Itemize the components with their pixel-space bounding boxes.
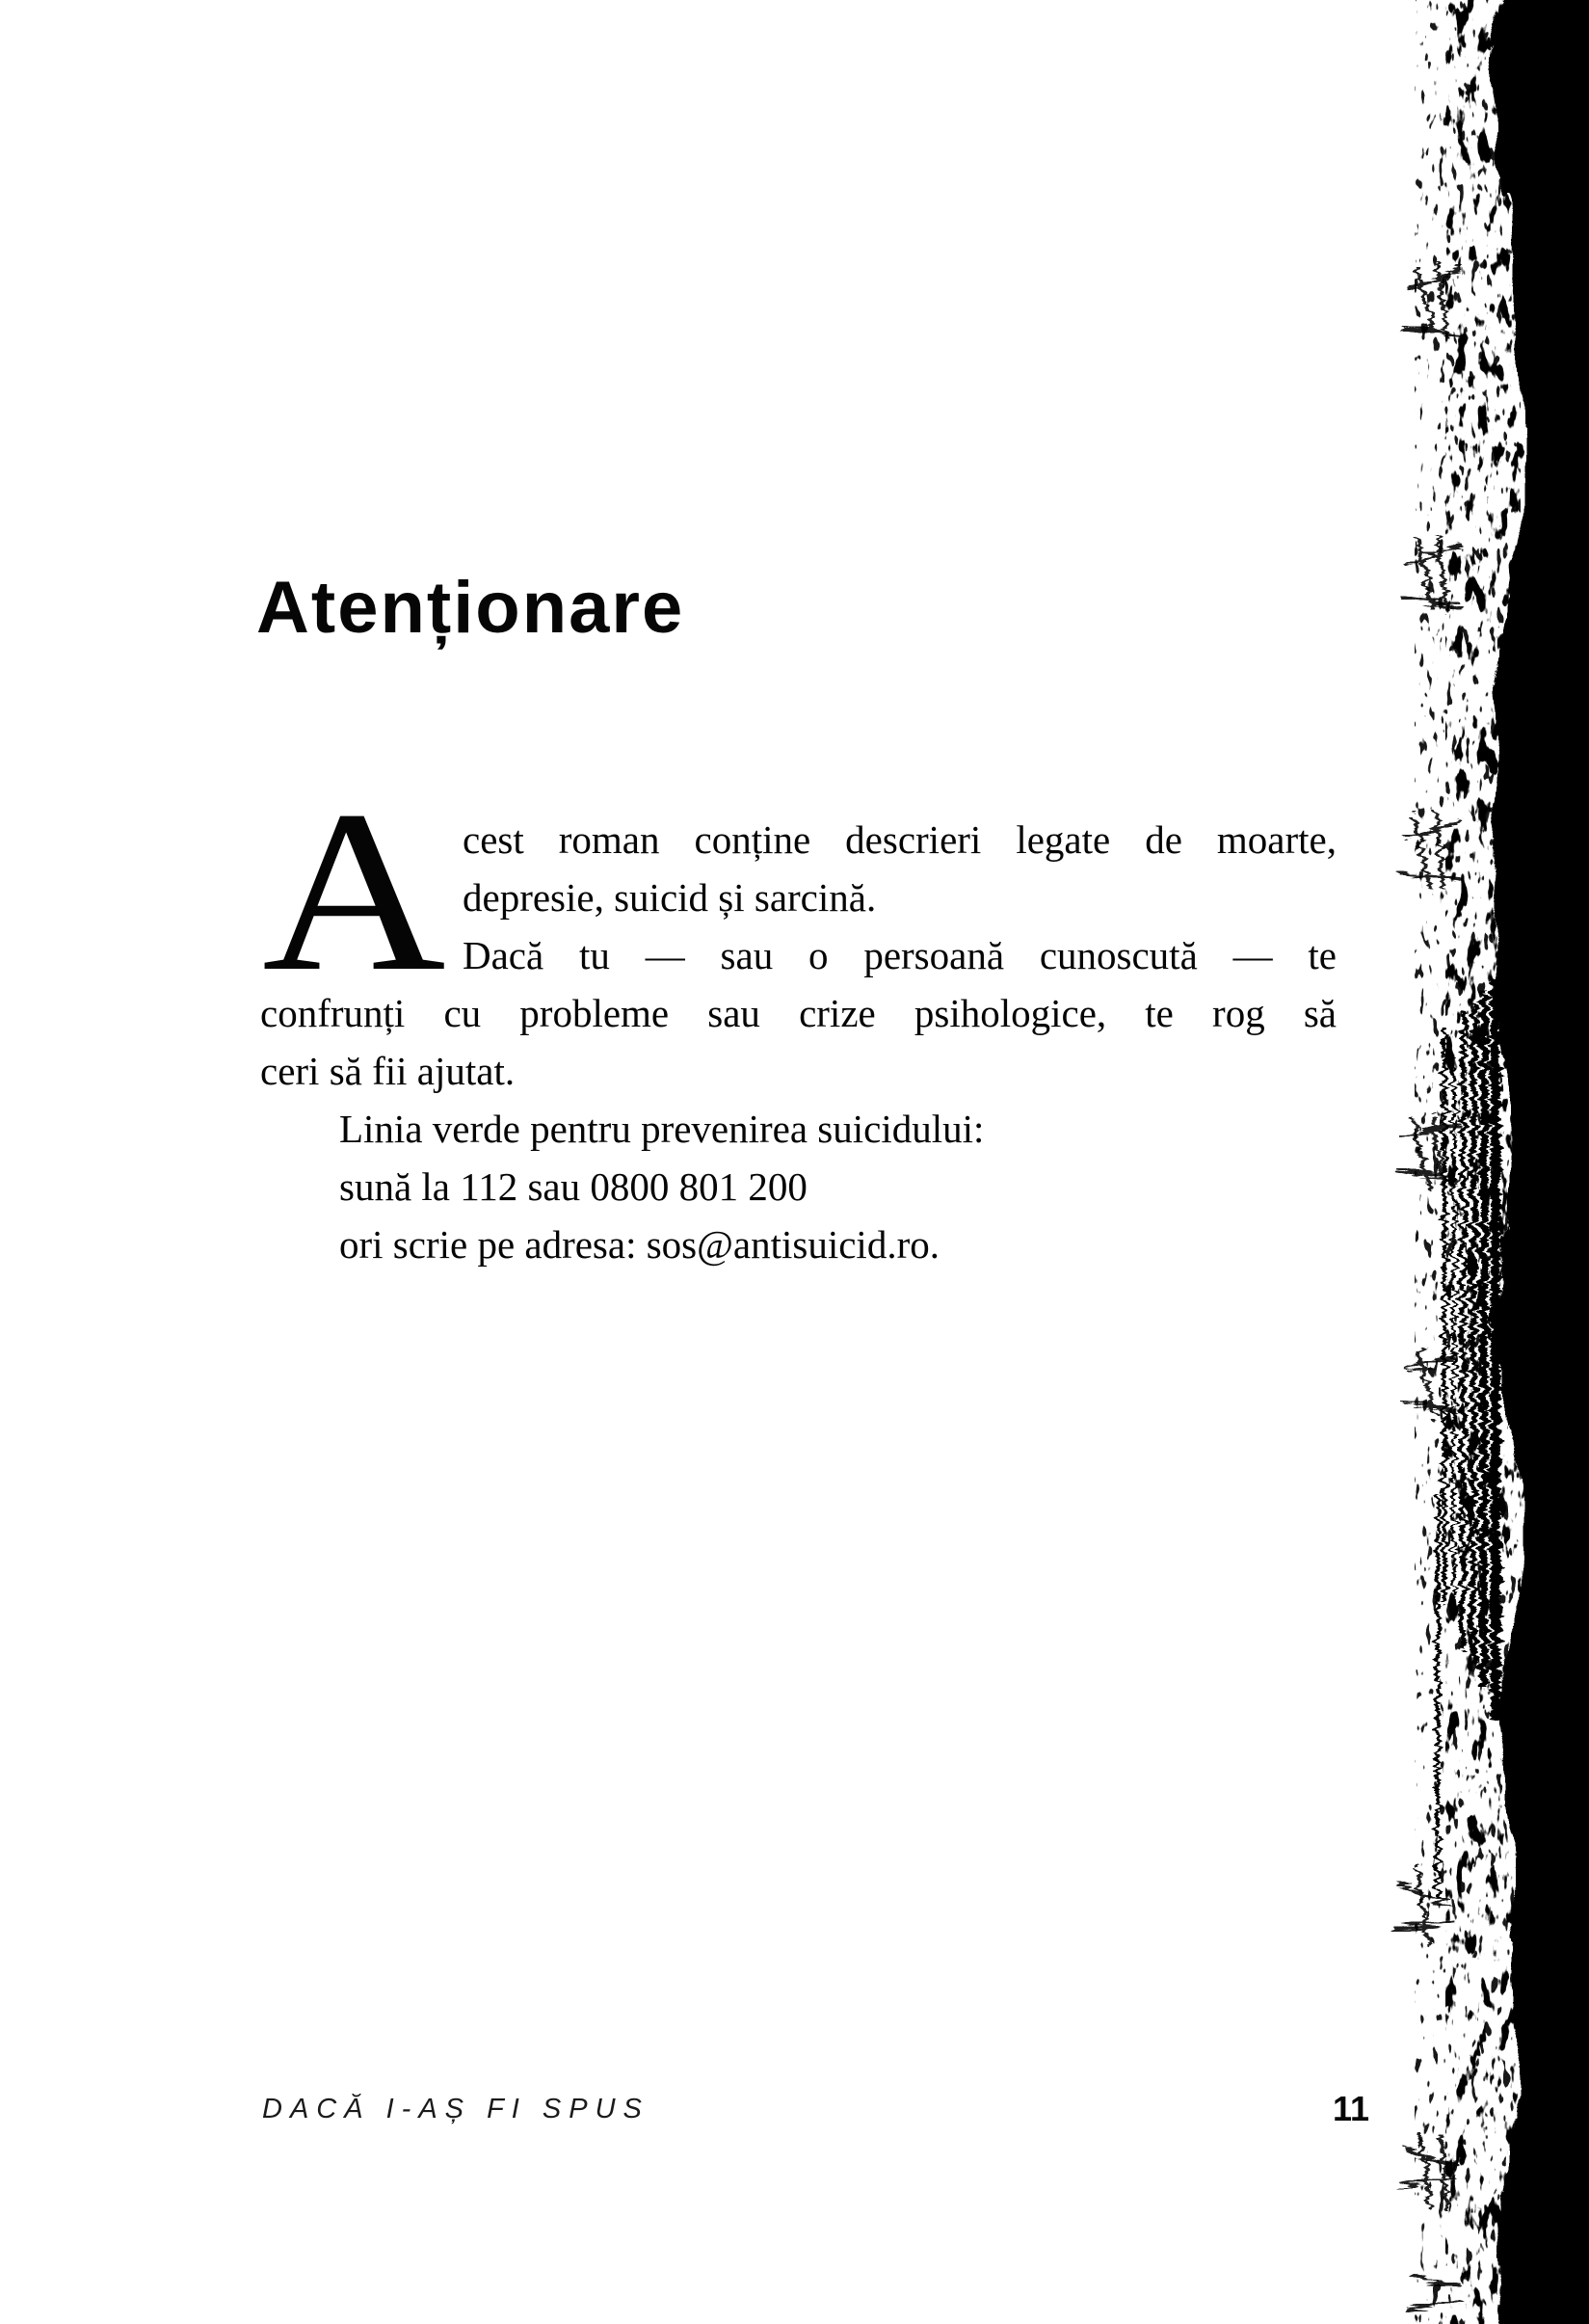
body-line: depresie, suicid și sarcină.	[463, 875, 877, 920]
body-line: Linia verde pentru prevenirea suicidului:	[339, 1107, 985, 1151]
footer-book-title: DACĂ I-AȘ FI SPUS	[262, 2094, 649, 2124]
edge-scratch-marks	[1395, 262, 1460, 2309]
page-title: Atenționare	[256, 566, 685, 649]
body-line: confrunți cu probleme sau crize psihologice, te rog să	[260, 991, 1337, 1035]
body-line: ceri să fii ajutat.	[260, 1049, 516, 1093]
body-text	[260, 811, 1337, 1273]
body-line: Dacă tu — sau o persoană cunoscută — te	[463, 933, 1337, 977]
footer-page-number: 11	[1333, 2089, 1370, 2128]
drop-cap: A	[262, 762, 446, 1019]
body-line: cest roman conține descrieri legate de moarte,	[463, 817, 1337, 862]
body-line: sună la 112 sau 0800 801 200	[339, 1164, 808, 1209]
body-line: ori scrie pe adresa: sos@antisuicid.ro.	[339, 1222, 940, 1267]
